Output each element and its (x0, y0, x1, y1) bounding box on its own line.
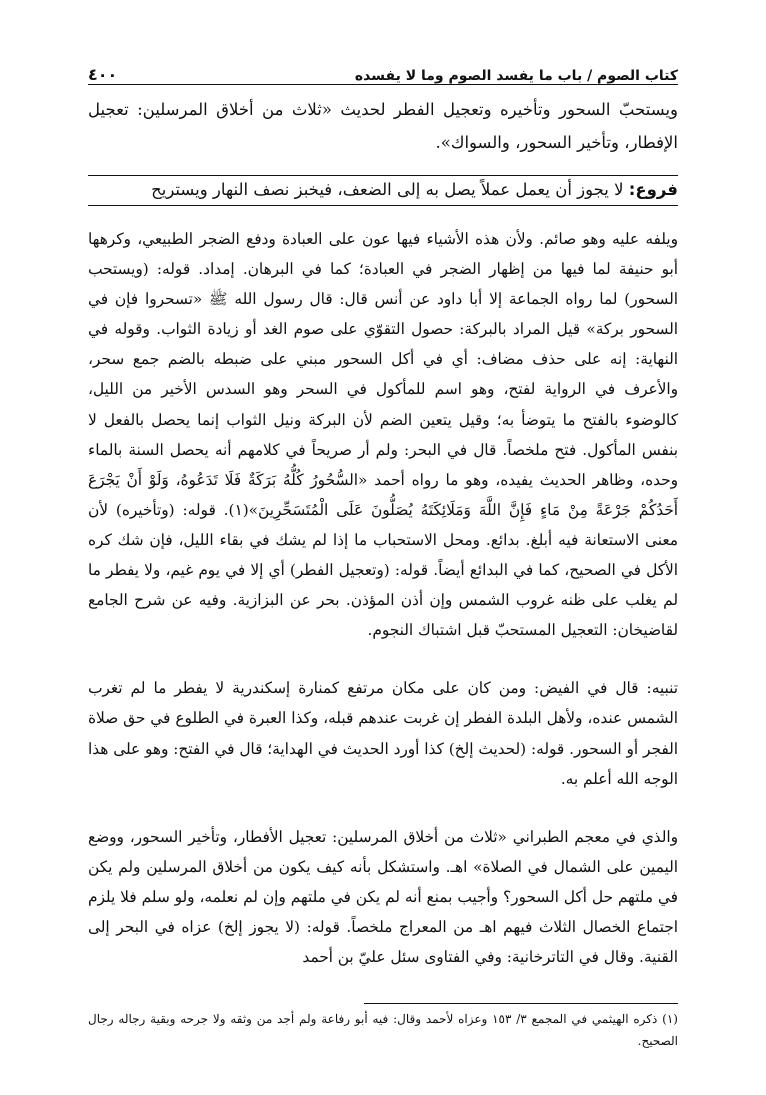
furu-line (88, 175, 678, 206)
furu-label: فروع: (628, 180, 678, 199)
commentary-paragraph-2: تنبيه: قال في الفيض: ومن كان على مكان مرتفع كمنارة إسكندرية لا يفطر ما لم تغرب الشمس عنده، ولأهل البلدة الفطر إن غربت عندهم قبله، وكذا العبرة في الطلوع في حق صلاة الفجر أو السحور. قوله: (لحديث إلخ) كذا أورد الحديث في الهداية؛ قال في الفتح: وهو على هذا الوجه الله أعلم به. (88, 679, 678, 788)
running-title: كتاب الصوم / باب ما يفسد الصوم وما لا يفسده (354, 68, 678, 84)
page-number: ٤٠٠ (88, 65, 118, 84)
footnote: (١) ذكره الهيثمي في المجمع ٣/ ١٥٣ وعزاه لأحمد وقال: فيه أبو رفاعة ولم أجد من وثقه ولا جرحه وبقية رجاله رجال الصحيح. (88, 1012, 678, 1048)
main-text: ويستحبّ السحور وتأخيره وتعجيل الفطر لحديث «ثلاث من أخلاق المرسلين: تعجيل الإفطار، وتأخير السحور، والسواك». (88, 100, 678, 152)
furu-text: لا يجوز أن يعمل عملاً يصل به إلى الضعف، فيخبز نصف النهار ويستريح (151, 180, 624, 199)
header-rule (88, 84, 678, 85)
commentary-paragraph-3: والذي في معجم الطبراني «ثلاث من أخلاق المرسلين: تعجيل الأفطار، وتأخير السحور، ووضع اليمين على الشمال في الصلاة» اهـ. واستشكل بأنه كيف يكون من أخلاق المرسلين ولم يكن في ملتهم حل أكل السحور؟ وأجيب بمنع أنه لم يكن في ملتهم وإن لم نعلمه، ولو سلم فلا يلزم اجتماع الخصال الثلاث فيهم اهـ من المعراج ملخصاً. قوله: (لا يجوز إلخ) عزاه في البحر إلى القنية. وقال في التاترخانية: وفي الفتاوى سئل عليّ بن أحمد (88, 827, 678, 967)
running-header (88, 56, 678, 84)
commentary-paragraph-1: ويلفه عليه وهو صائم. ولأن هذه الأشياء فيها عون على العبادة ودفع الضجر الطبيعي، وكرهها أبو حنيفة لما فيها من إظهار الضجر في العبادة؛ كما في البرهان. إمداد. قوله: (ويستحب السحور) لما رواه الجماعة إلا أبا داود عن أنس قال: قال رسول الله ﷺ «تسحروا فإن في السحور بركة» قيل المراد بالبركة: حصول التقوّي على صوم الغد أو زيادة الثواب. وقوله في النهاية: إنه على حذف مضاف: أي في أكل السحور مبني على ضبطه بالضم جمع سحر، والأعرف في الرواية لفتح، وهو اسم للمأكول في السحر وهو السدس الأخير من الليل، كالوضوء بالفتح ما يتوضأ به؛ وقيل يتعين الضم لأن البركة ونيل الثواب إنما يحصل بالفعل لا بنفس المأكول. فتح ملخصاً. قال في البحر: ولم أر صريحاً في كلامهم أنه يحصل السنة بالماء وحده، وظاهر الحديث يفيده، وهو ما رواه أحمد «السُّحُورُ كُلُّهُ بَرَكَةٌ فَلَا تَدَعُوهُ، وَلَوْ أَنْ يَجْرَعَ أَحَدُكُمْ جَرْعَةً مِنْ مَاءٍ فَإِنَّ اللَّهَ وَمَلَائِكَتَهُ يُصَلُّونَ عَلَى الْمُتَسَحِّرِينَ»(١). قوله: (وتأخيره) لأن معنى الاستعانة فيه أبلغ. بدائع. ومحل الاستحباب ما إذا لم يشك في بقاء الليل، فإن شك كره الأكل في الصحيح، كما في البدائع أيضاً. قوله: (وتعجيل الفطر) أي إلا في يوم غيم، ولا يفطر ما لم يغلب على ظنه غروب الشمس وإن أذن المؤذن. بحر عن البزازية. وفيه عن شرح الجامع لقاضيخان: التعجيل المستحبّ قبل اشتباك النجوم. (88, 230, 678, 640)
footnote-rule (364, 1003, 678, 1004)
commentary (88, 224, 678, 972)
